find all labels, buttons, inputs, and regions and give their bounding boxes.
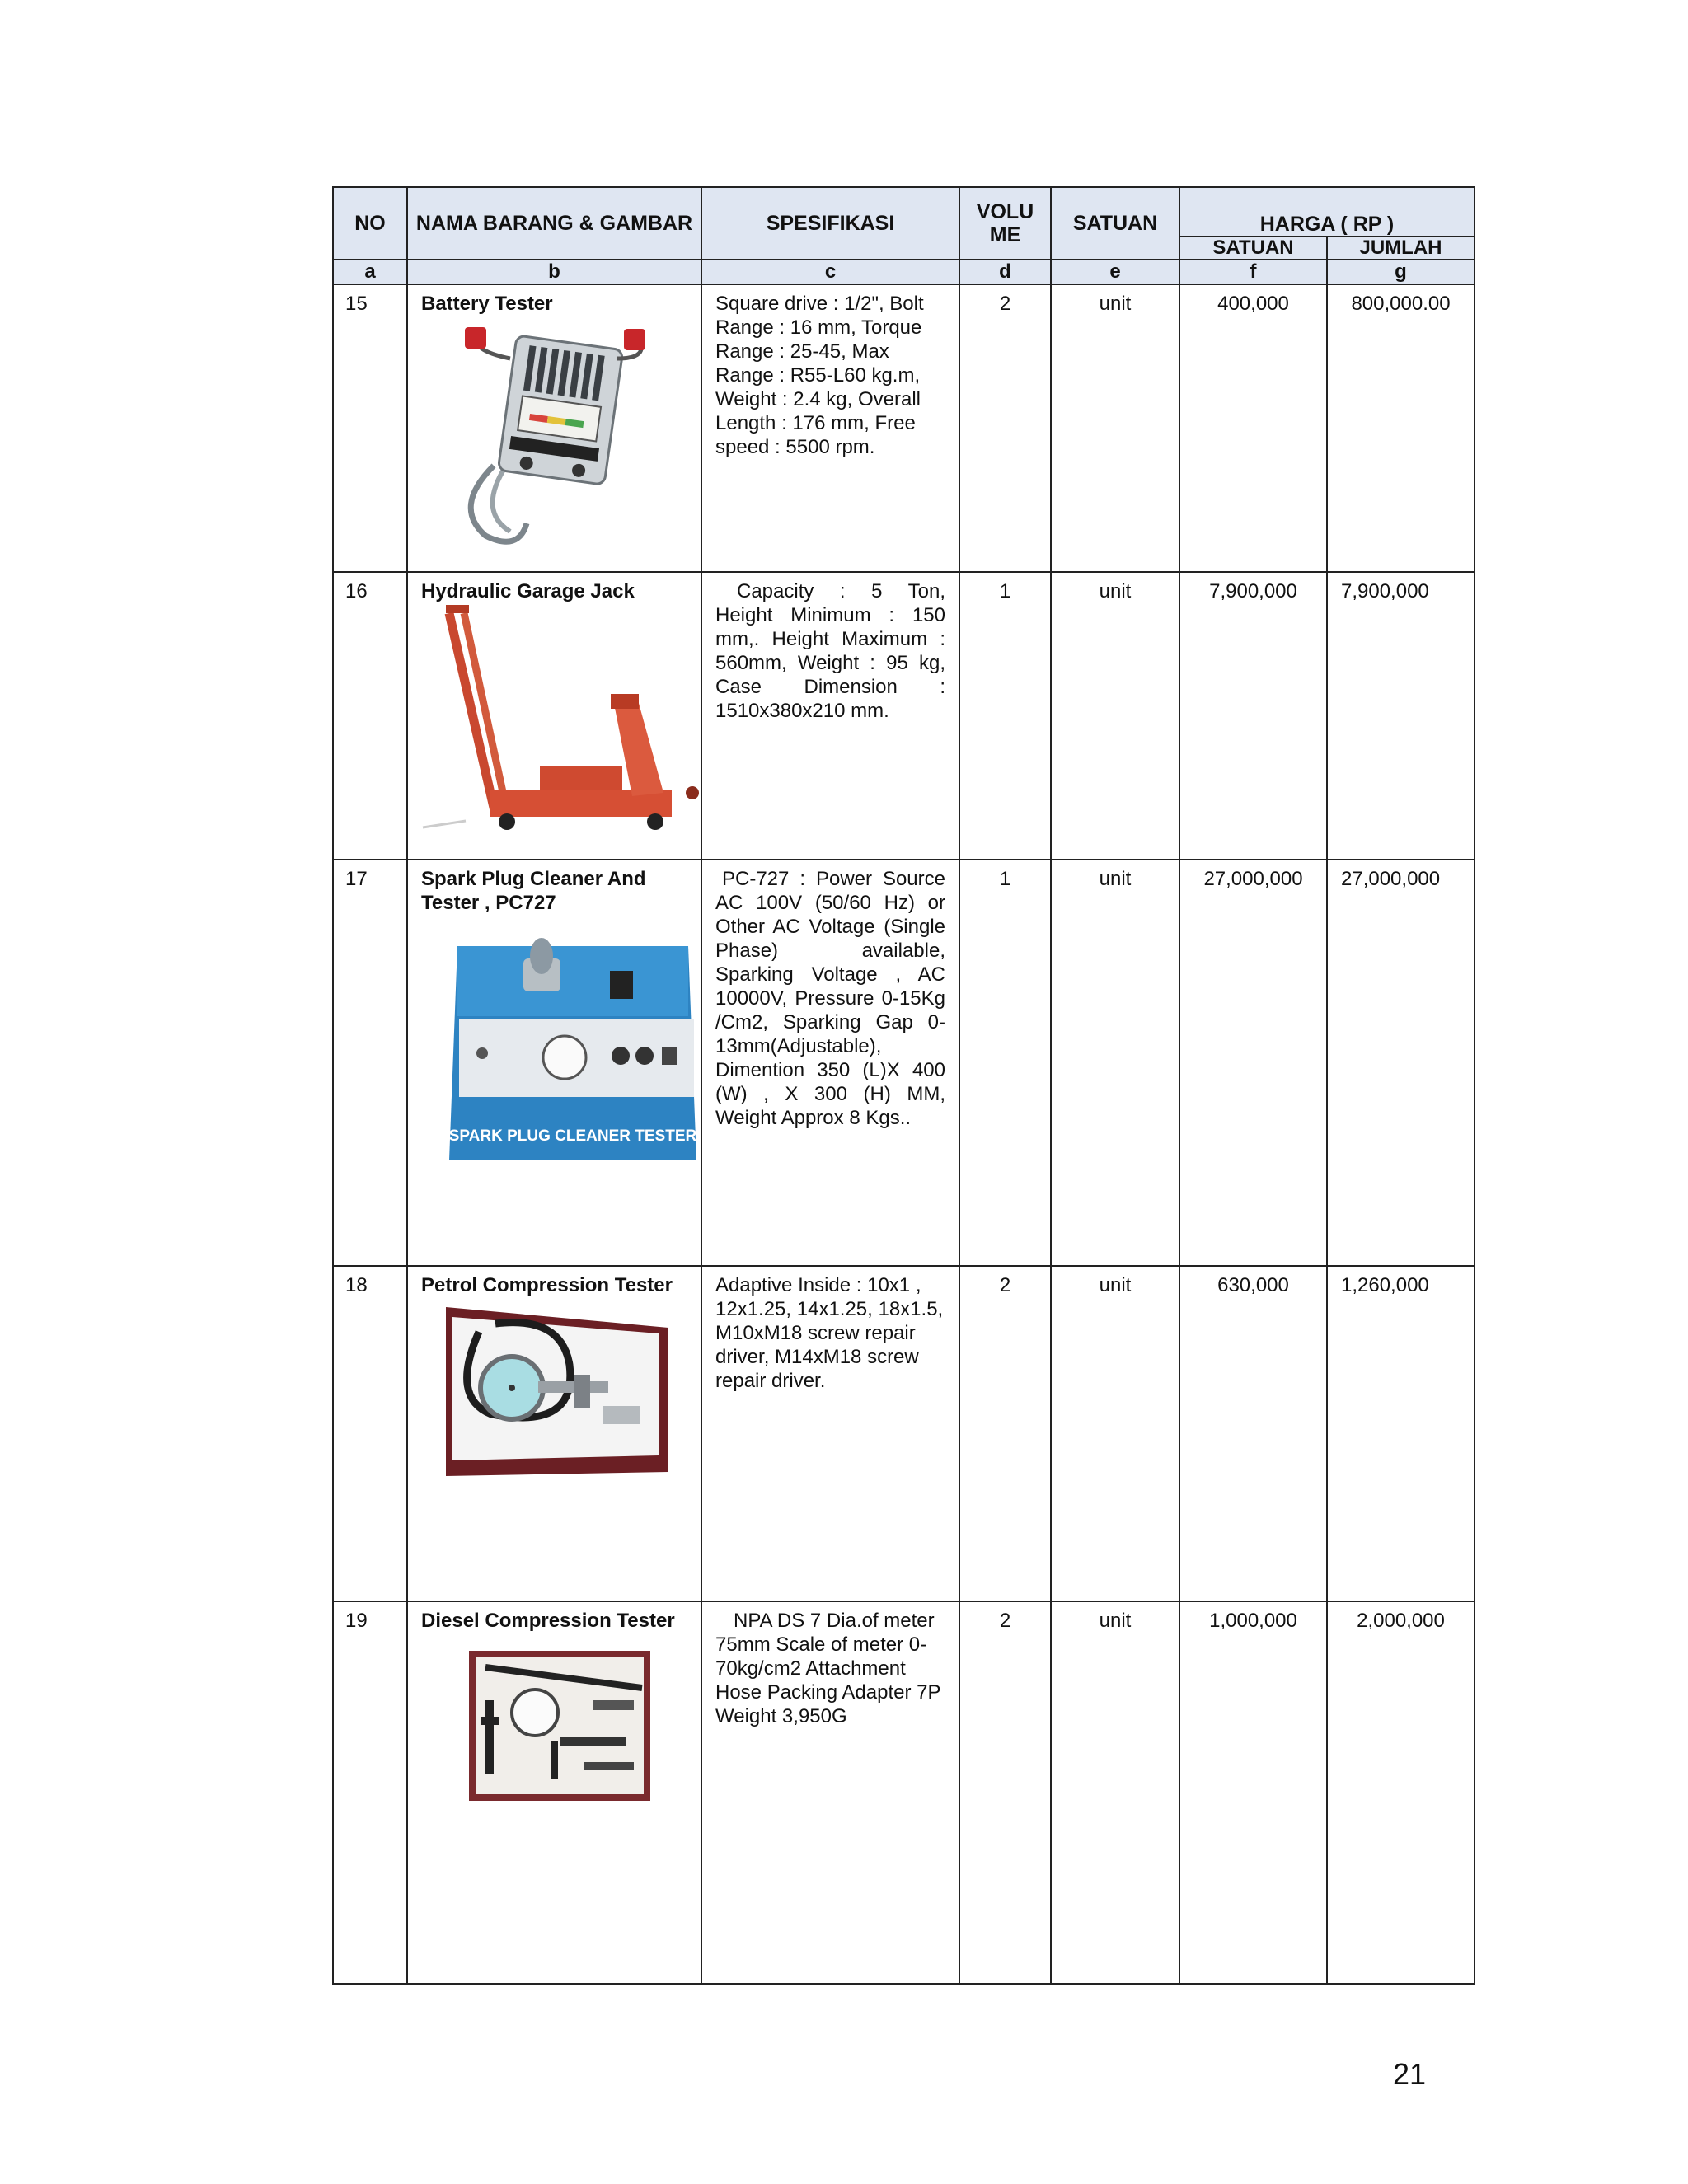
- row-item-name: Battery Tester: [421, 293, 553, 315]
- row-item-name: Petrol Compression Tester: [421, 1274, 673, 1296]
- row-harga-satuan: 630,000: [1179, 1266, 1327, 1601]
- row-jumlah: 800,000.00: [1327, 284, 1475, 572]
- row-no: 18: [333, 1266, 407, 1601]
- row-no: 17: [333, 860, 407, 1266]
- table-row: [333, 860, 1475, 1266]
- row-no: 15: [333, 284, 407, 572]
- header-no: NO: [333, 187, 407, 260]
- row-satuan: unit: [1051, 1601, 1179, 1984]
- row-harga-satuan: 400,000: [1179, 284, 1327, 572]
- row-spec: Adaptive Inside : 10x1 , 12x1.25, 14x1.25, 18x1.5, M10xM18 screw repair driver, M14xM18 screw repair driver.: [701, 1266, 959, 1601]
- row-volume: 2: [959, 284, 1051, 572]
- table-row: [333, 1266, 1475, 1601]
- row-item-cell: [407, 284, 701, 572]
- row-jumlah: 27,000,000: [1327, 860, 1475, 1266]
- header-satuan: SATUAN: [1051, 187, 1179, 260]
- header-spesifikasi: SPESIFIKASI: [701, 187, 959, 260]
- row-no: 19: [333, 1601, 407, 1984]
- row-jumlah: 1,260,000: [1327, 1266, 1475, 1601]
- row-jumlah: 2,000,000: [1327, 1601, 1475, 1984]
- col-letter-d: d: [959, 260, 1051, 284]
- row-volume: 1: [959, 572, 1051, 860]
- row-harga-satuan: 1,000,000: [1179, 1601, 1327, 1984]
- row-item-cell: [407, 1266, 701, 1601]
- hydraulic-jack-image: [416, 605, 701, 840]
- spark-plug-tester-image: [449, 930, 701, 1169]
- row-item-cell: [407, 572, 701, 860]
- row-no: 16: [333, 572, 407, 860]
- header-nama-barang: NAMA BARANG & GAMBAR: [407, 187, 701, 260]
- row-item-name: Hydraulic Garage Jack: [421, 580, 635, 602]
- row-volume: 2: [959, 1601, 1051, 1984]
- table-row: [333, 572, 1475, 860]
- row-harga-satuan: 27,000,000: [1179, 860, 1327, 1266]
- col-letter-e: e: [1051, 260, 1179, 284]
- col-letter-c: c: [701, 260, 959, 284]
- diesel-compression-tester-image: [469, 1651, 650, 1801]
- row-spec: PC-727 : Power Source AC 100V (50/60 Hz) or Other AC Voltage (Single Phase) available, Sparking Voltage , AC 10000V, Pressure 0-15Kg /Cm2, Sparking Gap 0-13mm(Adjustable), Dimention 350 (L)X 400 (W) , X 300 (H) MM, Weight Approx 8 Kgs..: [701, 860, 959, 1266]
- col-letter-a: a: [333, 260, 407, 284]
- row-item-name: Spark Plug Cleaner And Tester , PC727: [421, 868, 646, 914]
- col-letter-f: f: [1179, 260, 1327, 284]
- row-spec: Capacity : 5 Ton, Height Minimum : 150 mm,. Height Maximum : 560mm, Weight : 95 kg, Case Dimension : 1510x380x210 mm.: [701, 572, 959, 860]
- row-satuan: unit: [1051, 284, 1179, 572]
- header-harga-satuan: SATUAN: [1179, 237, 1327, 260]
- row-jumlah: 7,900,000: [1327, 572, 1475, 860]
- row-volume: 1: [959, 860, 1051, 1266]
- page-number: 21: [1393, 2057, 1427, 2091]
- row-spec: Square drive : 1/2", Bolt Range : 16 mm, Torque Range : 25-45, Max Range : R55-L60 kg.m, Weight : 2.4 kg, Overall Length : 176 mm, Free speed : 5500 rpm.: [701, 284, 959, 572]
- row-item-name: Diesel Compression Tester: [421, 1610, 675, 1632]
- header-harga: HARGA ( RP ): [1179, 187, 1475, 237]
- row-satuan: unit: [1051, 1266, 1179, 1601]
- battery-tester-image: [461, 326, 650, 552]
- header-volume: VOLU ME: [959, 187, 1051, 260]
- col-letter-g: g: [1327, 260, 1475, 284]
- spark-plug-panel-label: SPARK PLUG CLEANER TESTER: [449, 1127, 697, 1145]
- item-spec-table: [332, 186, 1475, 1985]
- col-letter-b: b: [407, 260, 701, 284]
- row-item-cell: [407, 860, 701, 1266]
- table-row: [333, 1601, 1475, 1984]
- row-satuan: unit: [1051, 860, 1179, 1266]
- petrol-compression-tester-image: [446, 1307, 673, 1476]
- row-item-cell: [407, 1601, 701, 1984]
- header-harga-jumlah: JUMLAH: [1327, 237, 1475, 260]
- row-satuan: unit: [1051, 572, 1179, 860]
- row-volume: 2: [959, 1266, 1051, 1601]
- row-spec: NPA DS 7 Dia.of meter 75mm Scale of meter 0-70kg/cm2 Attachment Hose Packing Adapter 7P Weight 3,950G: [701, 1601, 959, 1984]
- row-harga-satuan: 7,900,000: [1179, 572, 1327, 860]
- table-row: [333, 284, 1475, 572]
